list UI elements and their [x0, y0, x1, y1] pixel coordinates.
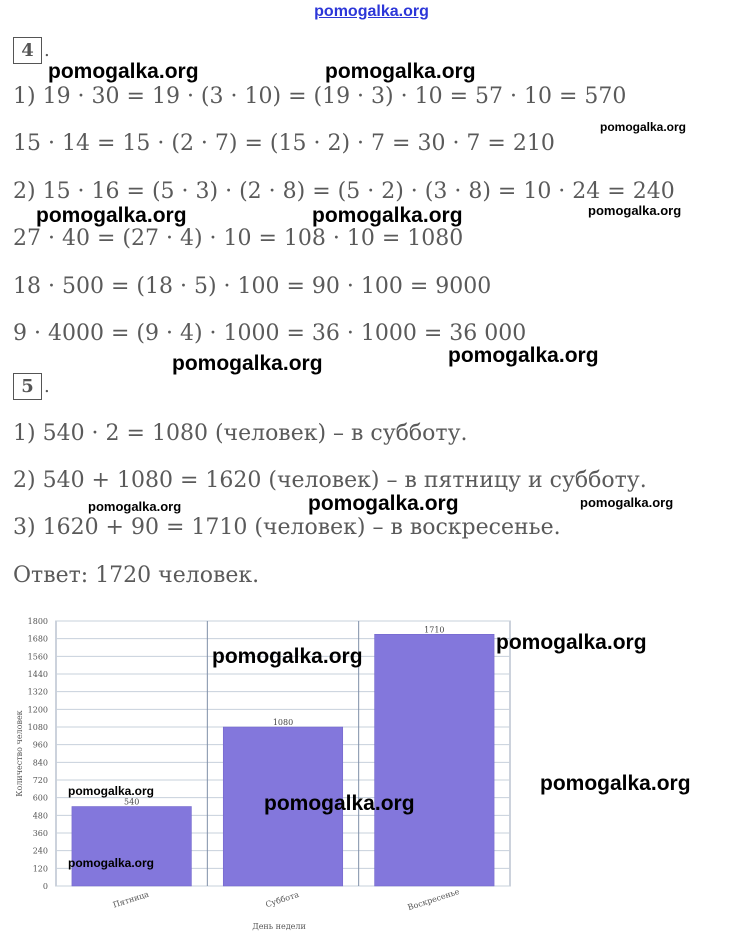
y-tick-label: 720: [32, 776, 48, 785]
task-4-line-5: 18 · 500 = (18 · 5) · 100 = 90 · 100 = 9000: [13, 274, 492, 299]
watermark: pomogalka.org: [312, 204, 463, 227]
watermark: pomogalka.org: [212, 645, 363, 668]
x-tick-label: Суббота: [264, 890, 301, 910]
watermark: pomogalka.org: [48, 60, 199, 83]
watermark: pomogalka.org: [588, 203, 682, 218]
y-tick-label: 1440: [27, 670, 48, 679]
data-label: 540: [124, 797, 140, 807]
y-tick-label: 1800: [27, 617, 48, 626]
y-tick-label: 240: [32, 846, 48, 856]
x-tick-label: Пятница: [111, 889, 150, 910]
task-5-line-1: 1) 540 · 2 = 1080 (человек) – в субботу.: [13, 421, 468, 446]
task-4-dot: .: [44, 40, 50, 61]
watermark: pomogalka.org: [172, 352, 323, 375]
watermark: pomogalka.org: [496, 631, 647, 654]
watermark: pomogalka.org: [540, 772, 691, 795]
watermark: pomogalka.org: [264, 792, 415, 815]
watermark: pomogalka.org: [88, 499, 182, 514]
y-tick-label: 960: [32, 740, 48, 750]
watermark: pomogalka.org: [308, 492, 459, 515]
y-tick-label: 360: [32, 829, 48, 838]
bar: [72, 807, 192, 887]
y-tick-label: 1680: [27, 634, 48, 644]
watermark: pomogalka.org: [68, 784, 155, 798]
watermark: pomogalka.org: [580, 495, 674, 510]
y-tick-label: 600: [32, 793, 48, 803]
task-5-line-2: 2) 540 + 1080 = 1620 (человек) – в пятницу и субботу.: [13, 468, 647, 493]
y-tick-label: 120: [32, 864, 48, 874]
y-tick-label: 480: [32, 811, 48, 821]
y-axis-title: Количество человек: [15, 710, 24, 797]
task-5-dot: .: [44, 376, 50, 397]
watermark: pomogalka.org: [448, 344, 599, 367]
y-tick-label: 0: [42, 882, 48, 891]
x-axis-title: День недели: [252, 922, 306, 931]
x-tick-label: Воскресенье: [406, 887, 461, 913]
task-5-line-3: 3) 1620 + 90 = 1710 (человек) – в воскресенье.: [13, 515, 561, 540]
task-4-line-6: 9 · 4000 = (9 · 4) · 1000 = 36 · 1000 = 36 000: [13, 321, 527, 346]
task-4-line-1: 1) 19 · 30 = 19 · (3 · 10) = (19 · 3) · 10 = 57 · 10 = 570: [13, 84, 627, 109]
task-4-number: 4: [13, 37, 42, 64]
task-5-number: 5: [13, 373, 42, 400]
y-tick-label: 840: [32, 758, 48, 768]
task-4-line-3: 2) 15 · 16 = (5 · 3) · (2 · 8) = (5 · 2) · (3 · 8) = 10 · 24 = 240: [13, 179, 675, 204]
watermark: pomogalka.org: [600, 120, 687, 134]
y-tick-label: 1320: [27, 687, 48, 697]
site-link[interactable]: pomogalka.org: [314, 3, 429, 20]
task-4-line-4: 27 · 40 = (27 · 4) · 10 = 108 · 10 = 1080: [13, 226, 464, 251]
task-4-line-2: 15 · 14 = 15 · (2 · 7) = (15 · 2) · 7 = 30 · 7 = 210: [13, 131, 555, 156]
watermark: pomogalka.org: [36, 204, 187, 227]
y-tick-label: 1080: [27, 723, 48, 732]
y-tick-label: 1560: [27, 652, 48, 662]
task-5-answer: Ответ: 1720 человек.: [13, 563, 260, 588]
bar: [375, 634, 495, 886]
y-tick-label: 1200: [27, 705, 48, 715]
watermark: pomogalka.org: [68, 856, 155, 870]
data-label: 1080: [272, 718, 294, 727]
data-label: 1710: [424, 625, 445, 635]
watermark: pomogalka.org: [325, 60, 476, 83]
